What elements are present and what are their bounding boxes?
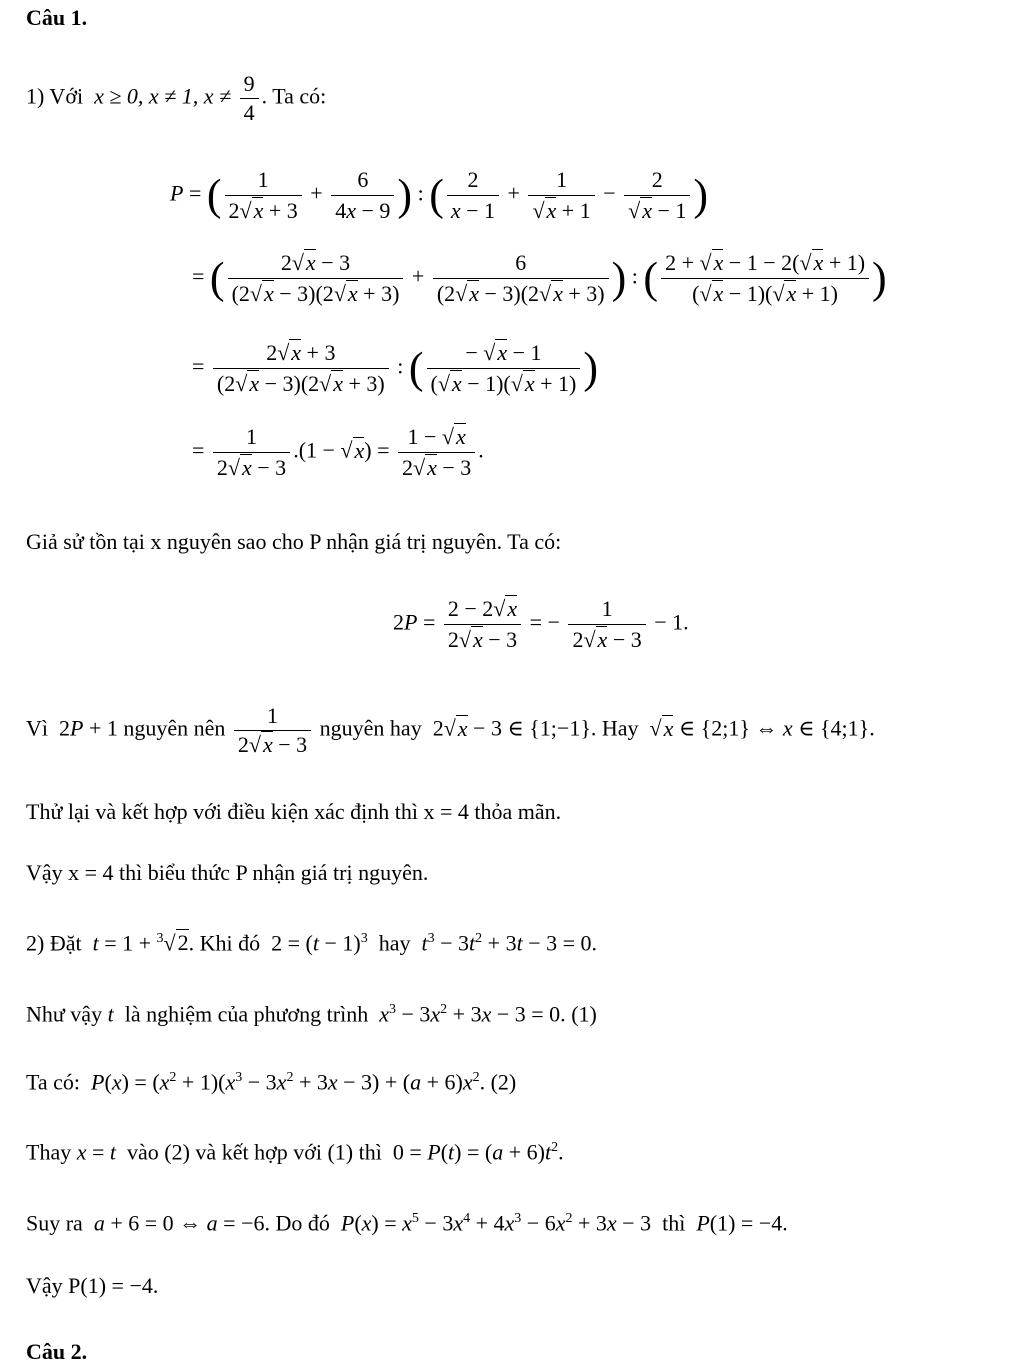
p-derivation-line-1: P = ( $\frac{1}{2√x + 3}$ + $\frac{6}{4x - 9}$ ) : ( $\frac{2}{x - 1}$ + $\frac{1}{√x + 1}$ − $\frac{2}{√x - 1}$ )	[170, 165, 708, 226]
deduce-mid-2: thì	[662, 1210, 686, 1236]
condition-expression: x ≥ 0, x ≠ 1, x ≠	[88, 83, 237, 109]
root-prefix: Như vậy	[26, 1001, 103, 1027]
because-mid-1: nguyên nên	[123, 715, 226, 741]
set-prefix: 2) Đặt	[26, 930, 82, 956]
check-text: Thử lại và kết hợp với điều kiện xác định thì x = 4 thỏa mãn.	[26, 799, 562, 824]
deduce-mid: . Do đó	[264, 1210, 330, 1236]
subst-mid: vào (2) và kết hợp với (1) thì	[127, 1139, 382, 1165]
nine-quarters-fraction: $\frac{9}{4}$	[240, 70, 259, 127]
part2-set-line: 2) Đặt t = 1 + $^3$√2. Khi đó $2 = (t - 1)^3$ hay $t^3 - 3t^2 + 3t - 3 = 0$.	[26, 930, 598, 956]
taco-line: Ta có: $P(x) = (x^2 + 1)(x^3 - 3x^2 + 3x - 3) + (a + 6)x^2$. (2)	[26, 1069, 517, 1095]
deduce-line: Suy ra a + 6 = 0 ⇔ a = −6. Do đó $P(x) = x^5 - 3x^4 + 4x^3 - 6x^2 + 3x - 3$ thì P(1) = −4.	[26, 1210, 788, 1236]
because-line: Vì 2P + 1 nguyên nên $\frac{1}{2√x - 3}$ nguyên hay 2√x − 3 ∈ {1;−1}. Hay √x ∈ {2;1} ⇔ x ∈ {4;1}.	[26, 703, 875, 757]
hypothesis-text: Giả sử tồn tại x nguyên sao cho P nhận giá trị nguyên. Ta có:	[26, 529, 562, 554]
intro-label: 1) Với	[26, 83, 84, 109]
final-text: Vậy P(1) = −4.	[26, 1273, 159, 1298]
eq1-label: (1)	[571, 1001, 597, 1027]
root-mid: là nghiệm của phương trình	[124, 1001, 369, 1027]
taco-label: Ta có:	[26, 1069, 81, 1095]
because-mid-2: nguyên hay	[319, 715, 422, 741]
p-derivation-line-2: = ( $\frac{2√x - 3}{(2√x - 3)(2√x + 3)}$ + $\frac{6}{(2√x - 3)(2√x + 3)}$ ) : ( $\frac{2 + √x - 1 - 2(√x + 1)}{(√x - 1)(√x + 1)}$ )	[192, 248, 887, 309]
set-mid: . Khi đó	[188, 930, 261, 956]
subst-prefix: Thay	[26, 1139, 72, 1165]
eq2-label: (2)	[490, 1069, 517, 1095]
subst-line: Thay x = t vào (2) và kết hợp với (1) thì $0 = P(t) = (a + 6)t^2$.	[26, 1139, 564, 1165]
because-mid-3: . Hay	[590, 715, 639, 741]
because-prefix: Vì	[26, 715, 48, 741]
part1-intro	[26, 70, 326, 127]
p-derivation-line-4: = $\frac{1}{2√x - 3}$ .(1 − √x) = $\frac{1 - √x}{2√x - 3}$ .	[192, 422, 484, 483]
root-line: Như vậy t là nghiệm của phương trình $x^3 - 3x^2 + 3x - 3 = 0$. (1)	[26, 1001, 597, 1027]
conclusion-text: Vậy x = 4 thì biểu thức P nhận giá trị nguyên.	[26, 860, 429, 885]
heading-cau-1: Câu 1.	[26, 5, 88, 30]
intro-suffix: . Ta có:	[261, 83, 327, 109]
p-derivation-line-3: = $\frac{2√x + 3}{(2√x - 3)(2√x + 3)}$ : ( $\frac{- √x - 1}{(√x - 1)(√x + 1)}$ )	[192, 338, 598, 399]
two-p-equation: 2P = $\frac{2 - 2√x}{2√x - 3}$ = − $\frac{1}{2√x - 3}$ − 1.	[393, 594, 689, 655]
deduce-prefix: Suy ra	[26, 1210, 83, 1236]
heading-cau-2: Câu 2.	[26, 1339, 88, 1364]
set-mid-2: hay	[378, 930, 411, 956]
